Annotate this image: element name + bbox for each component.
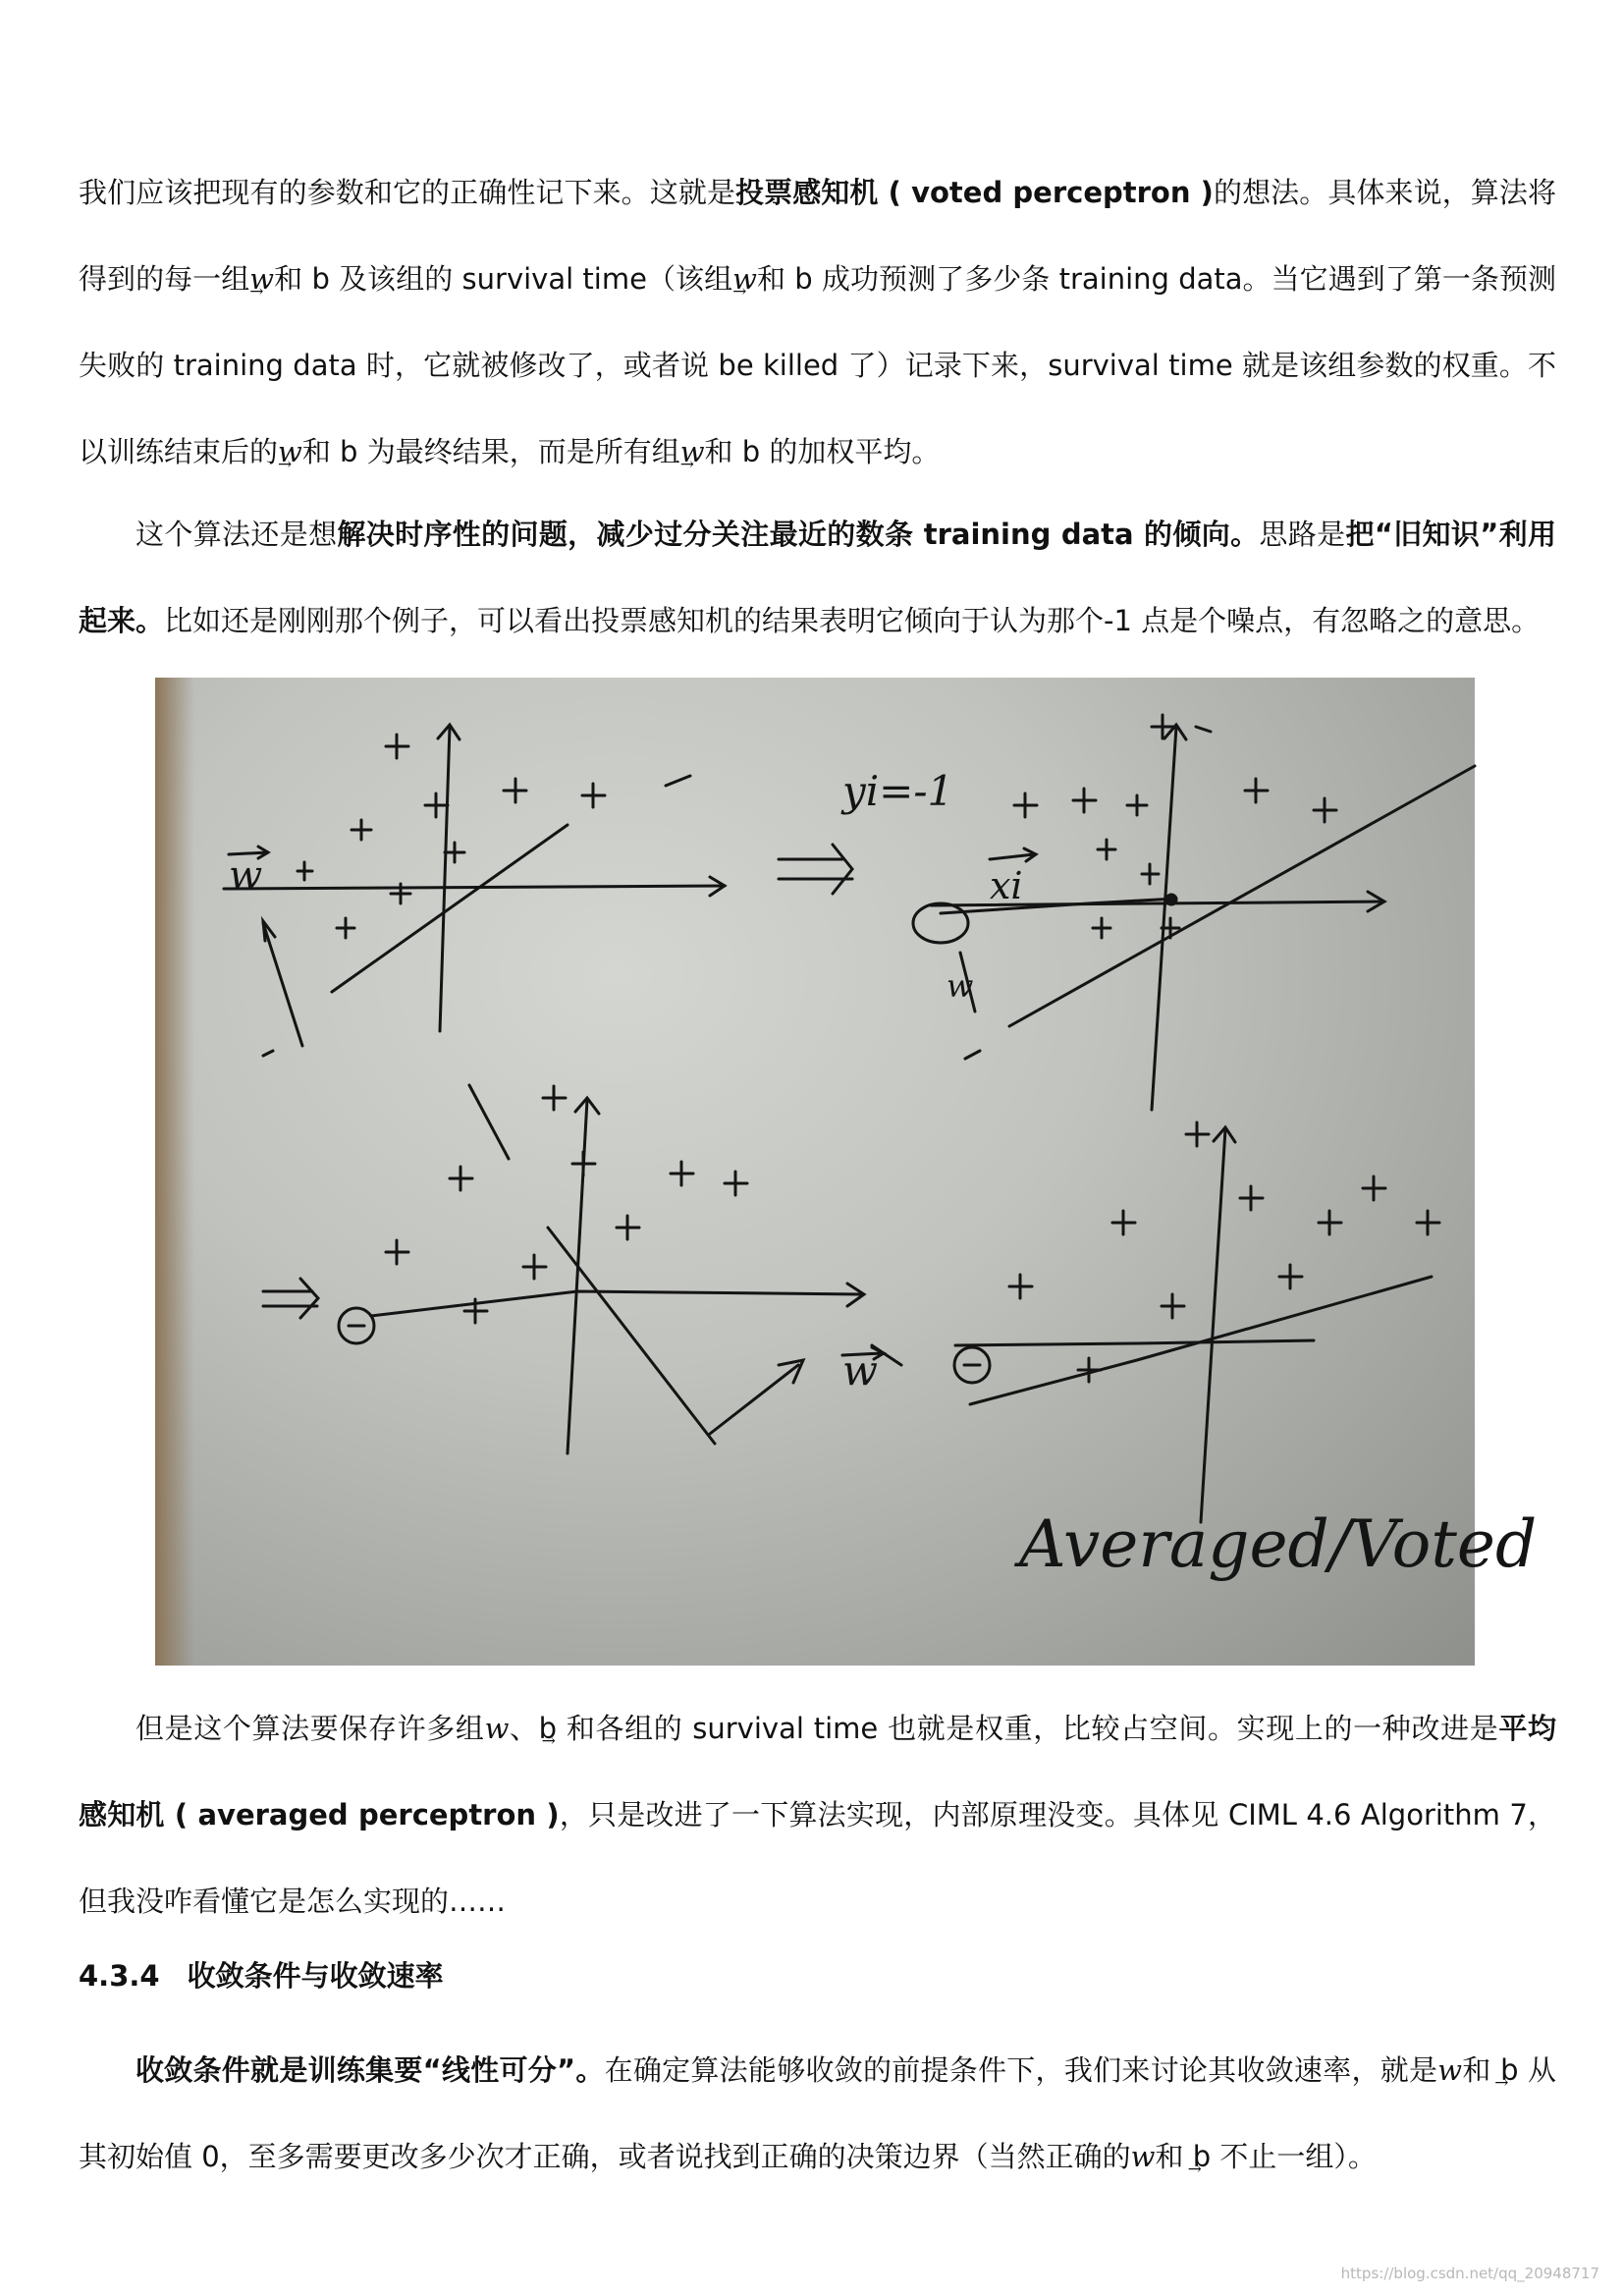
term-voted-perceptron: 投票感知机 ( voted perceptron ): [735, 176, 1214, 209]
handwritten-sketch-photo: [155, 678, 1538, 1666]
section-heading: [79, 1954, 444, 1995]
plus-marks-bottom-left: [386, 1086, 747, 1323]
w-vector-label: w: [229, 853, 263, 899]
svg-text:w: w: [842, 1346, 878, 1394]
paragraph-averaged-perceptron: 但是这个算法要保存许多组→ w、b 和各组的 survival time 也就是权重，比较占空间。实现上的一种改进是平均感知机 ( averaged perceptron )，只是改进了一下算法实现，内部原理没变。具体见 CIML 4.6 Algorithm 7，但我没咋看懂它是怎么实现的……: [79, 1685, 1556, 1944]
w-vector: → w: [732, 262, 757, 296]
paragraph-convergence: 收敛条件就是训练集要“线性可分”。在确定算法能够收敛的前提条件下，我们来讨论其收敛速率，就是→ w和 b 从其初始值 0，至多需要更改多少次才正确，或者说找到正确的决策边界（当然正确的→ w和 b 不止一组）。: [79, 2027, 1556, 2200]
w-vector: → w: [485, 1712, 510, 1745]
w-vector: → w: [680, 435, 705, 468]
yi-label: yi=-1: [842, 767, 954, 815]
w-vector: → w: [278, 435, 302, 468]
photo-shadow: [155, 678, 194, 1666]
svg-text:w: w: [947, 967, 974, 1005]
w-vector: → w: [1437, 2053, 1462, 2087]
term-averaged-perceptron: 平均感知机 ( averaged perceptron ): [79, 1712, 1556, 1831]
paragraph-voted-perceptron: 我们应该把现有的参数和它的正确性记下来。这就是投票感知机 ( voted perceptron )的想法。具体来说，算法将得到的每一组→ w和 b 及该组的 survival time（该组→ w和 b 成功预测了多少条 training data。当它遇到了第一条预测失败的 training data 时，它就被修改了，或者说 be killed 了）记录下来，survival time 就是该组参数的权重。不以训练结束后的→ w和 b 为最终结果，而是所有组→ w和 b 的加权平均。: [79, 149, 1556, 495]
section-number: 4.3.4: [79, 1959, 160, 1993]
plus-marks-top-left: [298, 735, 690, 938]
section-title: 收敛条件与收敛速率: [187, 1959, 444, 1993]
averaged-voted-caption: Averaged/Voted: [1019, 1506, 1538, 1582]
xi-label: xi: [990, 864, 1023, 907]
w-vector: → w: [1131, 2140, 1156, 2173]
sketch-drawing: [155, 678, 1538, 1666]
paragraph-time-order: 这个算法还是想解决时序性的问题，减少过分关注最近的数条 training data 的倾向。思路是把“旧知识”利用起来。比如还是刚刚那个例子，可以看出投票感知机的结果表明它倾向于认为那个-1 点是个噪点，有忽略之的意思。: [79, 518, 1556, 637]
w-vector: → w: [249, 262, 274, 296]
watermark: https://blog.csdn.net/qq_20948717: [1340, 2265, 1599, 2282]
